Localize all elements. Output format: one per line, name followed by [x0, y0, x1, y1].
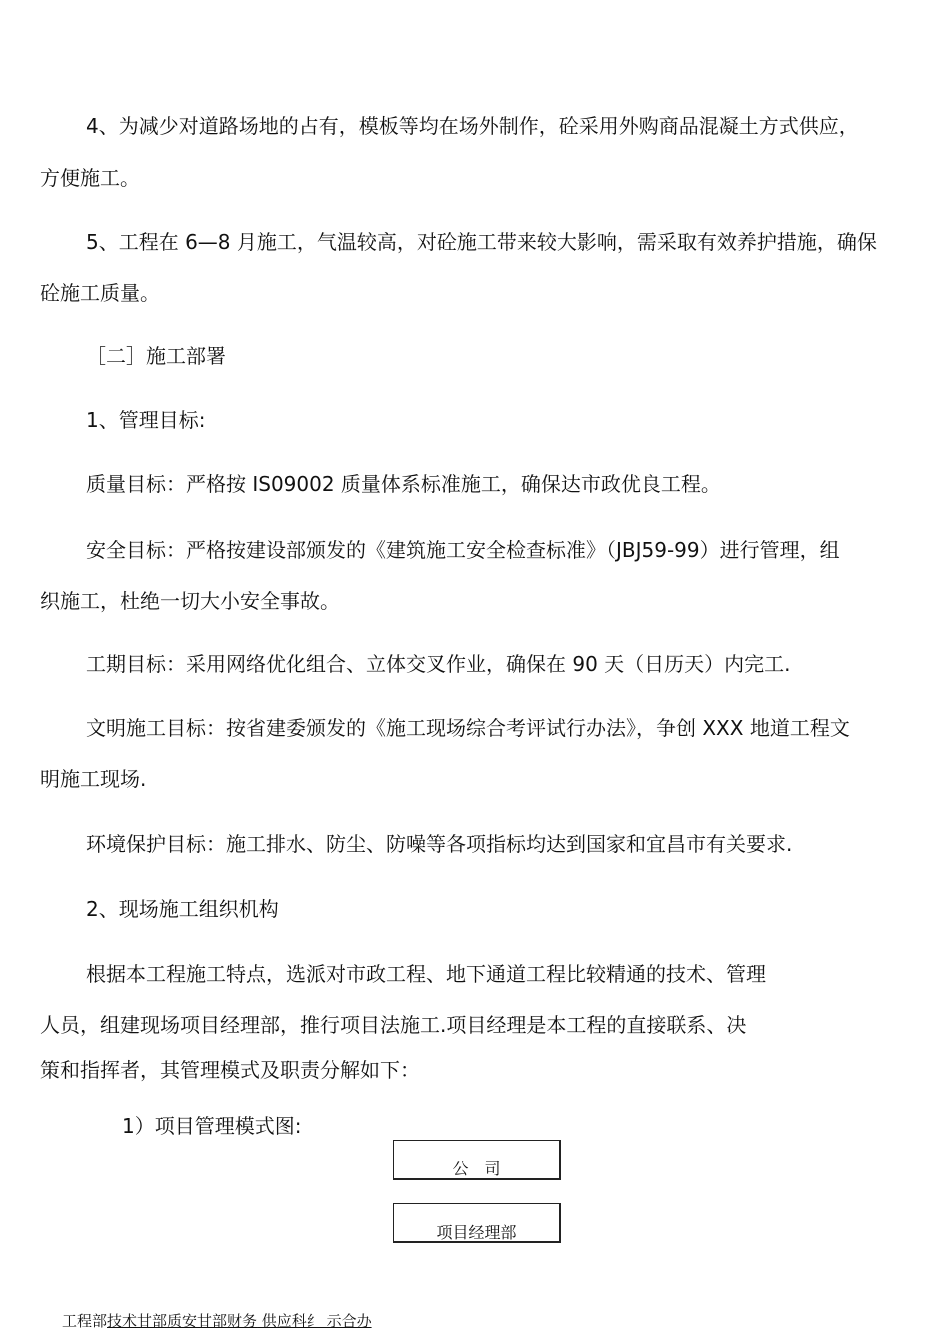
organization-line-1: 根据本工程施工特点，选派对市政工程、地下通道工程比较精通的技术、管理 [86, 962, 766, 986]
section-heading: ［二］施工部署 [86, 344, 226, 368]
organization-line-3: 策和指挥者，其管理模式及职责分解如下： [40, 1058, 420, 1082]
safety-goal-line-2: 织施工，杜绝一切大小安全事故。 [40, 589, 340, 613]
item-1-heading: 1、管理目标: [86, 408, 206, 432]
org-box-project-manager-dept [393, 1203, 561, 1243]
org-box-company-label: 公 司 [452, 1159, 501, 1178]
quality-goal: 质量目标：严格按 IS09002 质量体系标准施工，确保达市政优良工程。 [86, 472, 721, 496]
paragraph-4-line-1: 4、为减少对道路场地的占有，模板等均在场外制作，砼采用外购商品混凝土方式供应， [86, 114, 859, 138]
environment-goal: 环境保护目标：施工排水、防尘、防噪等各项指标均达到国家和宜昌市有关要求. [86, 832, 793, 856]
paragraph-5-line-2: 砼施工质量。 [40, 281, 160, 305]
safety-goal-line-1: 安全目标：严格按建设部颁发的《建筑施工安全检查标准》（JBJ59-99）进行管理，组 [86, 538, 840, 562]
organization-line-2: 人员，组建现场项目经理部，推行项目法施工.项目经理是本工程的直接联系、决 [40, 1013, 747, 1037]
org-box-company [393, 1140, 561, 1180]
department-group-underlined-2: 供应科纟 示合办 [257, 1312, 372, 1330]
org-box-project-manager-dept-label: 项目经理部 [436, 1223, 517, 1242]
department-group-underlined: 技术甘部质安甘部财务 [107, 1312, 258, 1330]
civil-construction-goal-line-1: 文明施工目标：按省建委颁发的《施工现场综合考评试行办法》，争创 XXX 地道工程文 [86, 716, 850, 740]
department-engineering: 工程部 [62, 1312, 108, 1330]
department-row [62, 1312, 372, 1330]
civil-construction-goal-line-2: 明施工现场. [40, 767, 147, 791]
sub-item-1-heading: 1）项目管理模式图: [122, 1114, 302, 1138]
paragraph-4-line-2: 方便施工。 [40, 166, 140, 190]
schedule-goal: 工期目标：采用网络优化组合、立体交叉作业，确保在 90 天（日历天）内完工. [86, 652, 791, 676]
paragraph-5-line-1: 5、工程在 6—8 月施工，气温较高，对砼施工带来较大影响，需采取有效养护措施，确保 [86, 230, 877, 254]
item-2-heading: 2、现场施工组织机构 [86, 897, 279, 921]
